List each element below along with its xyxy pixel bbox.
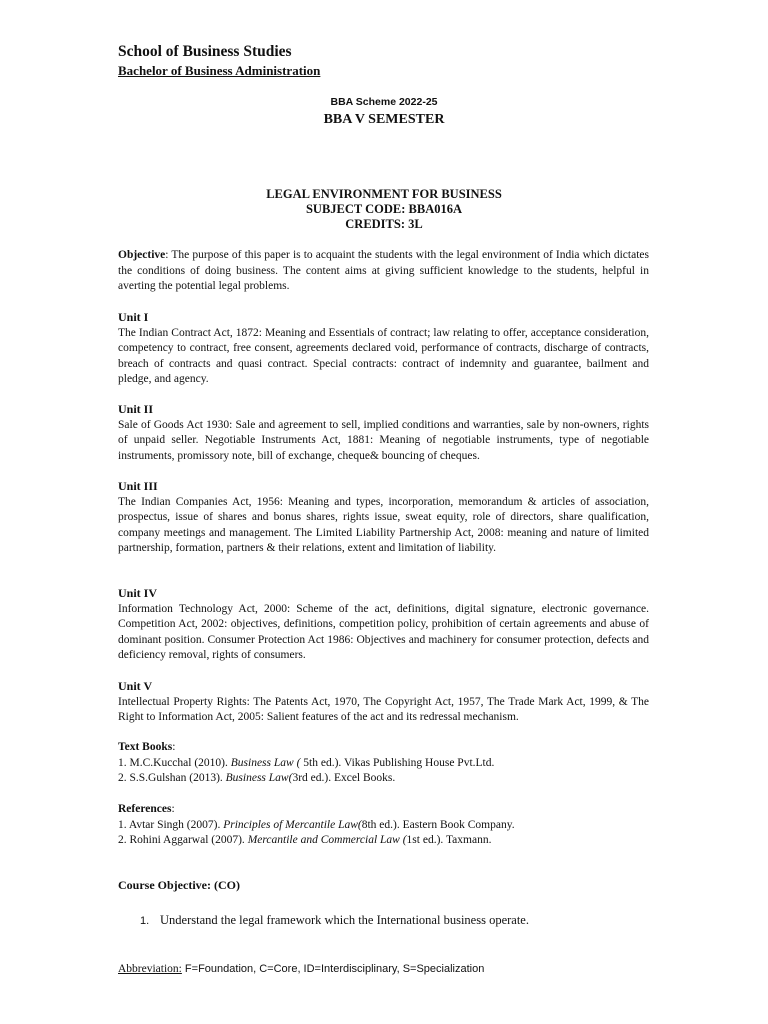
reference-publisher: 1st ed.). Taxmann. xyxy=(406,834,492,846)
scheme-label: BBA Scheme 2022-25 xyxy=(330,96,438,108)
unit-section xyxy=(118,310,649,388)
unit-text: Information Technology Act, 2000: Scheme of the act, definitions, digital signature, electronic governance. Competition Act, 2002: objectives, definitions, competition policy, prohibition of certain agreements and abuse of dominant position. Consumer Protection Act 1986: Objectives and machinery for consumer protection, defects and deficiency removal, rights of consumers. xyxy=(118,602,649,661)
abbreviation-text: F=Foundation, C=Core, ID=Interdisciplinary, S=Specialization xyxy=(181,963,485,975)
reference-item xyxy=(118,833,649,849)
textbooks-heading: Text Books xyxy=(118,741,173,753)
unit-title: Unit II xyxy=(118,402,154,416)
list-number: 1. xyxy=(140,915,150,927)
unit-title: Unit III xyxy=(118,479,158,493)
abbreviation-label: Abbreviation: xyxy=(118,963,182,975)
unit-title: Unit IV xyxy=(118,586,158,600)
reference-title: Mercantile and Commercial Law ( xyxy=(247,834,407,846)
semester-title: BBA V SEMESTER xyxy=(323,112,445,127)
unit-section xyxy=(118,679,649,726)
unit-text: Sale of Goods Act 1930: Sale and agreement to sell, implied conditions and warranties, sale by non-owners, rights of unpaid seller. Negotiable Instruments Act, 1881: Meaning of negotiable instruments, type of negotiable instruments, promissory note, bill of exchange, cheque& bouncing of cheques. xyxy=(118,418,649,462)
course-objective-item xyxy=(140,913,529,928)
school-name: School of Business Studies xyxy=(118,43,292,60)
subject-code: SUBJECT CODE: BBA016A xyxy=(305,202,463,216)
unit-title: Unit V xyxy=(118,679,153,693)
references-section xyxy=(118,802,649,849)
textbooks-colon: : xyxy=(172,741,176,753)
unit-text: Intellectual Property Rights: The Patents Act, 1970, The Copyright Act, 1957, The Trade Mark Act, 1999, & The Right to Information Act, 2005: Salient features of the act and its redressal mechanism. xyxy=(118,695,649,723)
reference-author: 2. Rohini Aggarwal (2007). xyxy=(118,834,248,846)
course-objective-heading: Course Objective: (CO) xyxy=(118,878,240,892)
objective-text: : The purpose of this paper is to acquaint the students with the legal environment of India which dictates the conditions of doing business. The content aims at giving sufficient knowledge to the students, helpful in averting the potential legal problems. xyxy=(118,249,649,292)
textbook-publisher: 3rd ed.). Excel Books. xyxy=(292,772,396,784)
textbook-publisher: 5th ed.). Vikas Publishing House Pvt.Ltd. xyxy=(300,756,495,769)
textbook-item xyxy=(118,771,649,787)
textbook-author: 1. M.C.Kucchal (2010). xyxy=(118,756,231,769)
reference-publisher: 8th ed.). Eastern Book Company. xyxy=(361,818,515,831)
course-title: LEGAL ENVIRONMENT FOR BUSINESS xyxy=(266,187,502,201)
textbook-author: 2. S.S.Gulshan (2013). xyxy=(118,772,226,784)
textbook-title: Business Law( xyxy=(225,772,293,784)
program-name: Bachelor of Business Administration xyxy=(118,63,321,78)
textbook-item xyxy=(118,756,649,772)
reference-author: 1. Avtar Singh (2007). xyxy=(118,818,224,831)
unit-section xyxy=(118,479,649,557)
credits: CREDITS: 3L xyxy=(345,217,423,231)
objective-paragraph xyxy=(118,248,649,295)
course-objective-text: Understand the legal framework which the International business operate. xyxy=(160,913,529,927)
unit-text: The Indian Contract Act, 1872: Meaning and Essentials of contract; law relating to offer, acceptance consideration, competency to contract, free consent, agreements declared void, performance of contracts, discharge of contracts, breach of contracts and quasi contract. Special contracts: contract of indemnity and guarantee, bailment and pledge, and agency. xyxy=(118,326,649,385)
unit-text: The Indian Companies Act, 1956: Meaning and types, incorporation, memorandum & articles of association, prospectus, issue of shares and bonus shares, rights issue, sweat equity, role of directors, share qualification, company meetings and management. The Limited Liability Partnership Act, 2008: meaning and nature of limited partnership, formation, partners & their relations, extent and limitation of liability. xyxy=(118,495,649,554)
objective-label: Objective xyxy=(118,249,166,261)
unit-title: Unit I xyxy=(118,310,149,324)
unit-section xyxy=(118,586,649,664)
abbreviation-footer xyxy=(118,963,484,975)
references-colon: : xyxy=(171,803,175,815)
textbook-title: Business Law ( xyxy=(230,756,301,769)
reference-item xyxy=(118,818,649,834)
unit-section xyxy=(118,402,649,464)
textbooks-section xyxy=(118,740,649,787)
references-heading: References xyxy=(118,803,172,815)
reference-title: Principles of Mercantile Law( xyxy=(223,818,362,831)
